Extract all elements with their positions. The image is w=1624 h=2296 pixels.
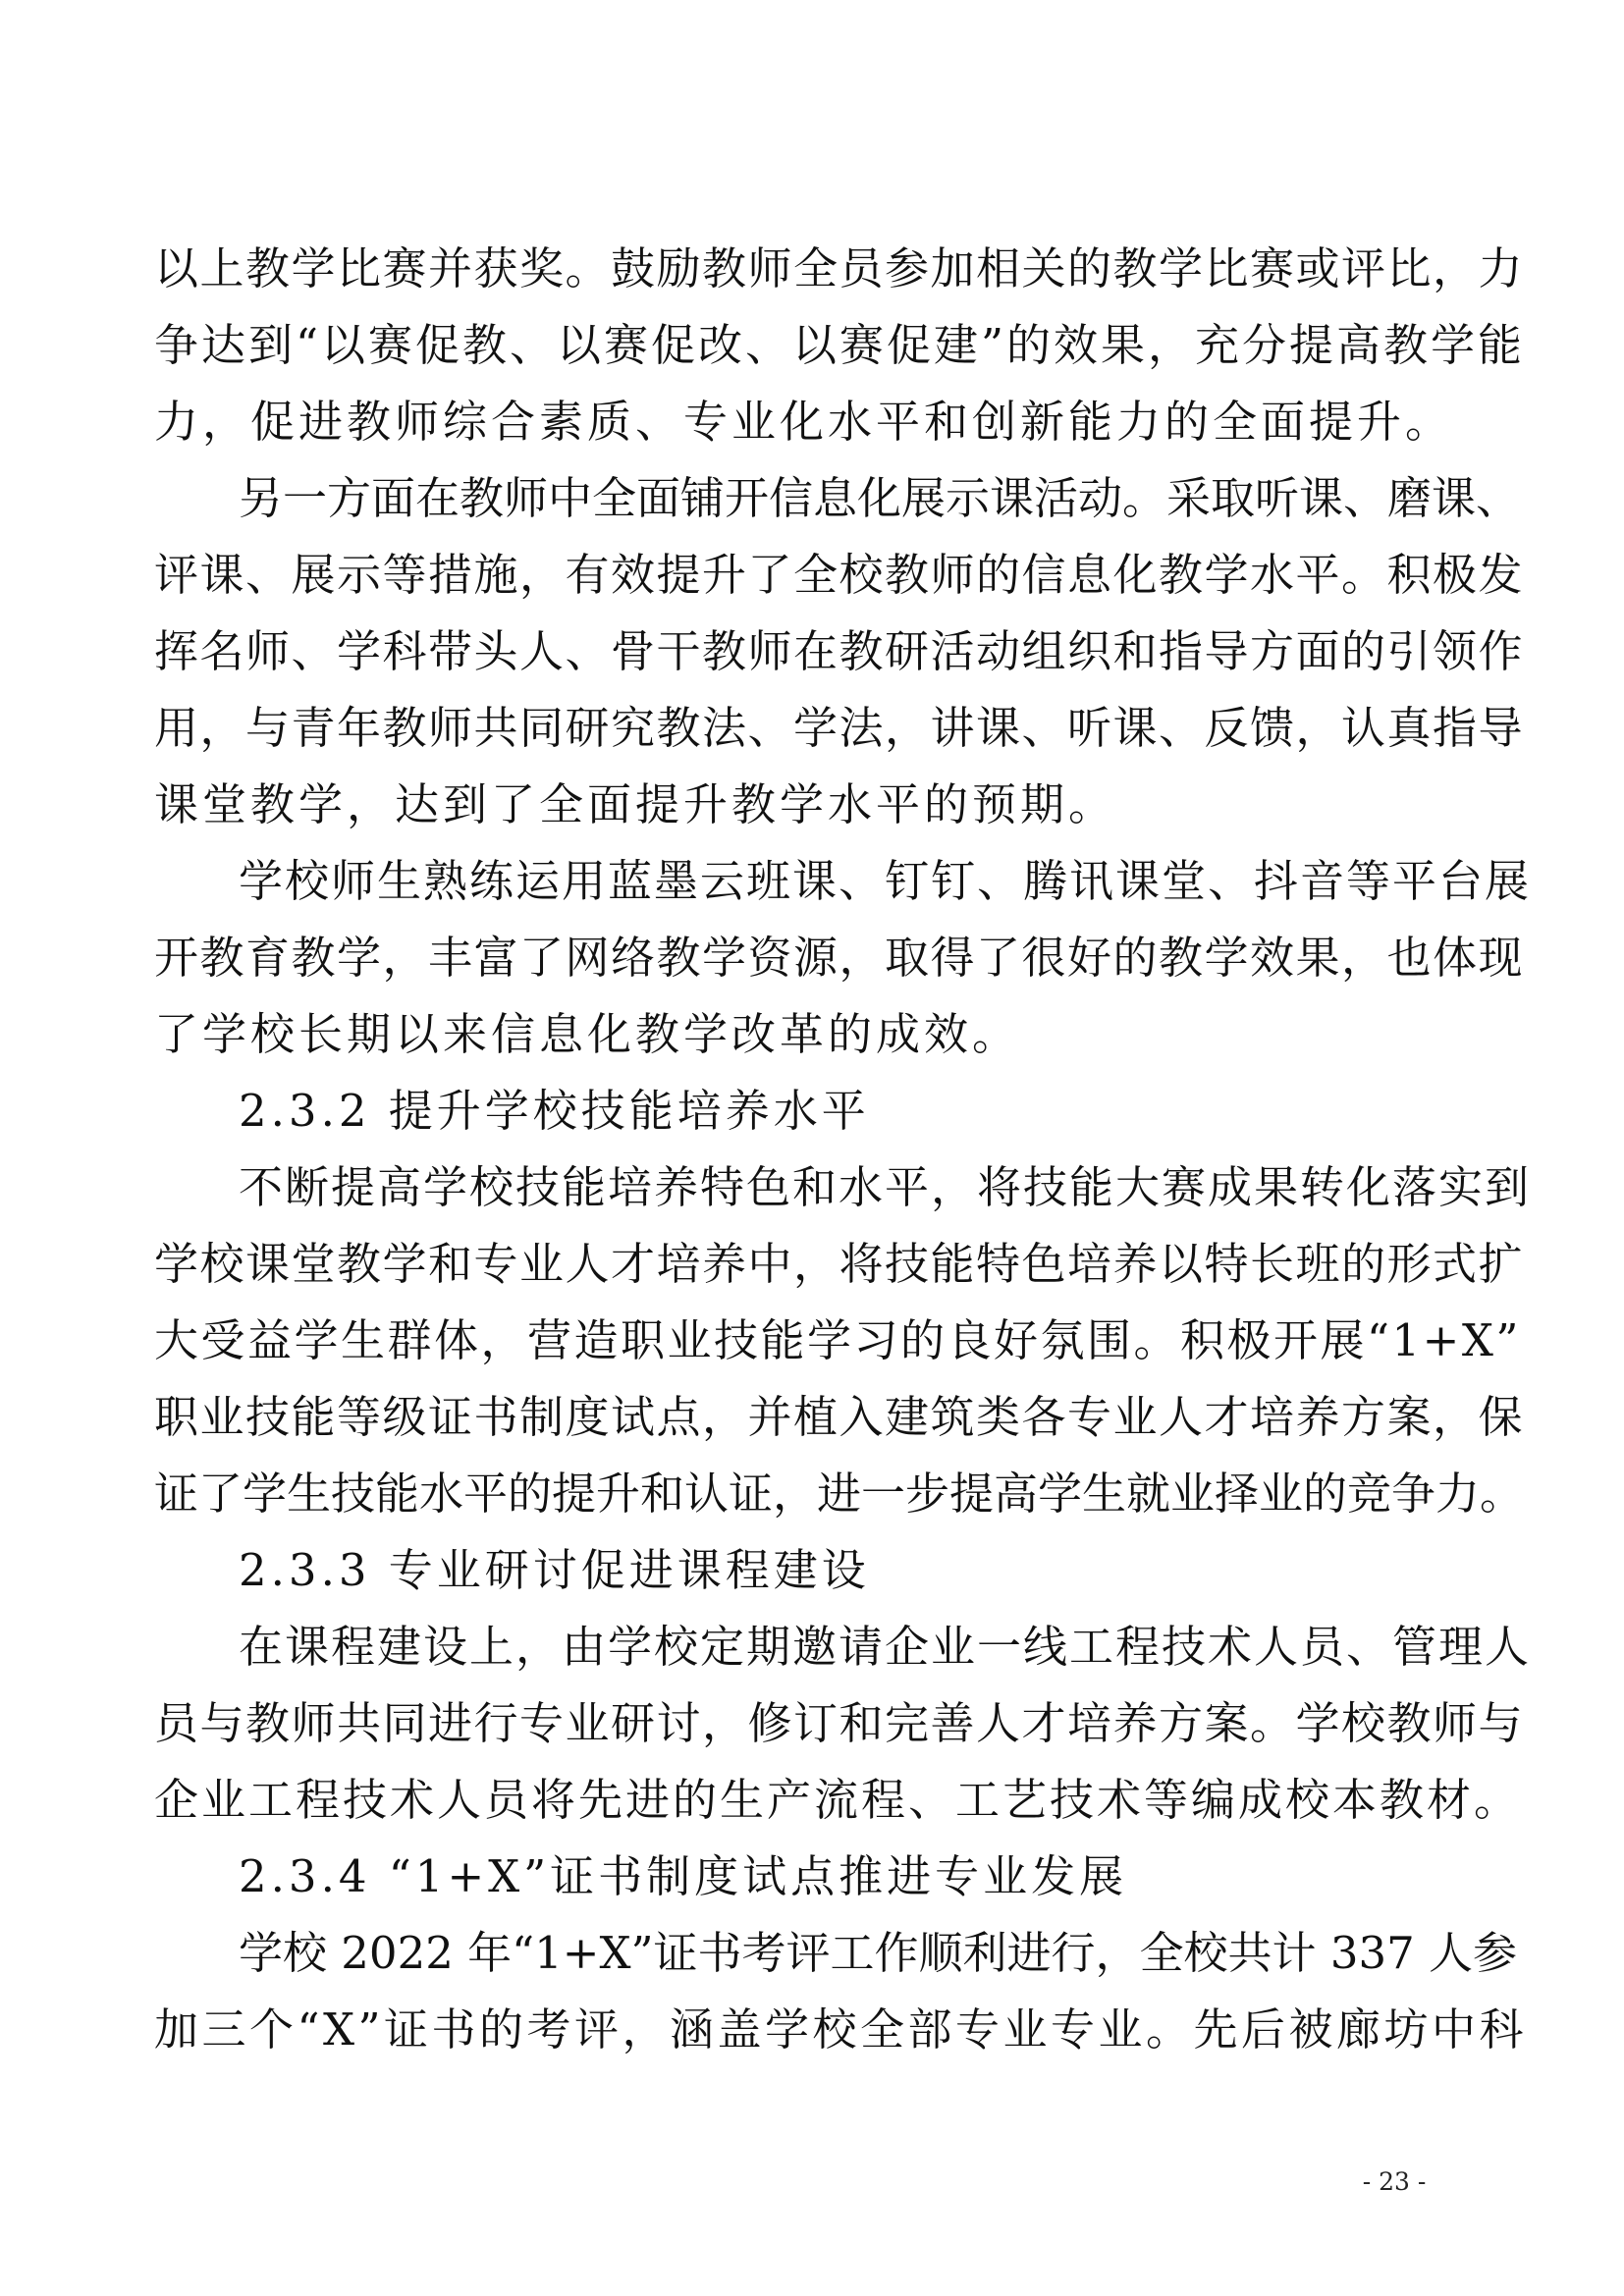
body-text-line: 以上教学比赛并获奖。鼓励教师全员参加相关的教学比赛或评比，力: [154, 242, 1525, 294]
body-text-line: 学校 2022 年“1+X”证书考评工作顺利进行，全校共计 337 人参: [239, 1927, 1518, 1979]
body-text-line: 学校师生熟练运用蓝墨云班课、钉钉、腾讯课堂、抖音等平台展: [239, 855, 1532, 907]
section-heading: 2.3.2 提升学校技能培养水平: [239, 1085, 870, 1137]
body-text-line: 用，与青年教师共同研究教法、学法，讲课、听课、反馈，认真指导: [154, 702, 1525, 754]
section-heading: 2.3.3 专业研讨促进课程建设: [239, 1544, 870, 1596]
body-text-line: 开教育教学，丰富了网络教学资源，取得了很好的教学效果，也体现: [154, 932, 1525, 984]
body-text-line: 评课、展示等措施，有效提升了全校教师的信息化教学水平。积极发: [154, 549, 1525, 601]
body-text-line: 另一方面在教师中全面铺开信息化展示课活动。采取听课、磨课、: [239, 472, 1521, 524]
section-heading: 2.3.4 “1+X”证书制度试点推进专业发展: [239, 1850, 1128, 1902]
body-text-line: 不断提高学校技能培养特色和水平，将技能大赛成果转化落实到: [239, 1161, 1532, 1213]
body-text-line: 员与教师共同进行专业研讨，修订和完善人才培养方案。学校教师与: [154, 1697, 1525, 1749]
body-text-line: 证了学生技能水平的提升和认证，进一步提高学生就业择业的竞争力。: [154, 1468, 1525, 1520]
body-text-line: 加三个“X”证书的考评，涵盖学校全部专业专业。先后被廊坊中科: [154, 2003, 1528, 2056]
body-text-line: 学校课堂教学和专业人才培养中，将技能特色培养以特长班的形式扩: [154, 1238, 1525, 1290]
body-text-line: 挥名师、学科带头人、骨干教师在教研活动组织和指导方面的引领作: [154, 625, 1525, 677]
body-text-line: 了学校长期以来信息化教学改革的成效。: [154, 1008, 1021, 1060]
body-text-line: 课堂教学，达到了全面提升教学水平的预期。: [154, 778, 1117, 830]
body-text-line: 大受益学生群体，营造职业技能学习的良好氛围。积极开展“1+X”: [154, 1314, 1521, 1366]
page-number: - 23 -: [1362, 2167, 1427, 2196]
body-text-line: 力，促进教师综合素质、专业化水平和创新能力的全面提升。: [154, 396, 1454, 448]
body-text-line: 争达到“以赛促教、以赛促改、以赛促建”的效果，充分提高教学能: [154, 319, 1526, 371]
body-text-line: 在课程建设上，由学校定期邀请企业一线工程技术人员、管理人: [239, 1621, 1532, 1673]
body-text-line: 企业工程技术人员将先进的生产流程、工艺技术等编成校本教材。: [154, 1774, 1522, 1826]
body-text-line: 职业技能等级证书制度试点，并植入建筑类各专业人才培养方案，保: [154, 1391, 1525, 1443]
